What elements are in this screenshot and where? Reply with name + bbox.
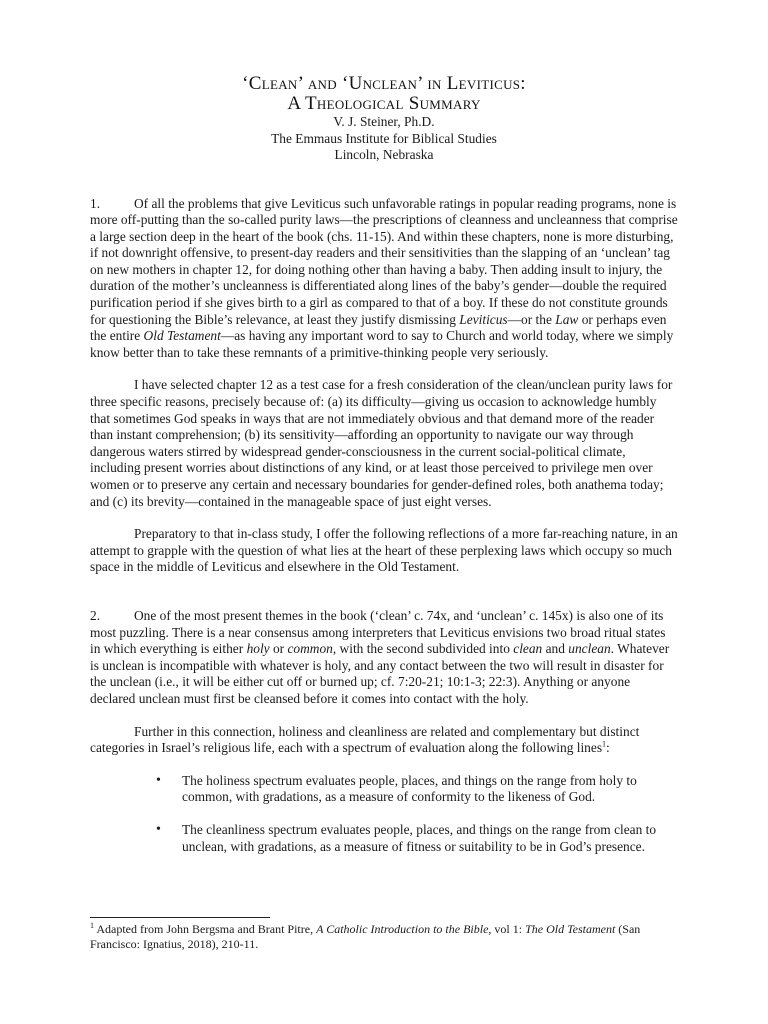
s1p1-em-leviticus: Leviticus [459, 311, 508, 327]
footnote-text-c: (San Francisco: Ignatius, 2018), 210-11. [90, 922, 641, 951]
section-2-paragraph-2 [90, 724, 678, 757]
title-line-1: ‘Clean’ and ‘Unclean’ in Leviticus: [242, 73, 526, 94]
title-line-2: A Theological Summary [287, 93, 481, 114]
author-name: V. J. Steiner, Ph.D. [333, 114, 435, 129]
section-1-paragraph-3: Preparatory to that in-class study, I offer the following reflections of a more far-reaching nature, in an attempt to grapple with the question of what lies at the heart of these perplexing laws which occupy so much space in the middle of Leviticus and elsewhere in the Old Testament. [90, 526, 678, 575]
footnote-mark: 1 [90, 921, 94, 930]
list-item-text: The holiness spectrum evaluates people, places, and things on the range from holy to common, with gradations, as a measure of conformity to the likeness of God. [182, 772, 637, 805]
bullet-icon: • [156, 772, 161, 788]
footnote-em-volume: The Old Testament [525, 922, 616, 936]
footnote-em-book: A Catholic Introduction to the Bible [316, 922, 489, 936]
s1p1-text-a: Of all the problems that give Leviticus such unfavorable ratings in popular reading programs, none is more off-putting than the so-called purity laws—the prescriptions of cleanness and uncleanness that comprise a large section deep in the heart of the book (chs. 11-15). And within these chapters, none is more disturbing, if not downright offensive, to present-day readers and their sensitivities than the slapping of an ‘unclean’ tag on new mothers in chapter 12, for doing nothing other than having a baby. Then adding insult to injury, the duration of the mother’s uncleanness is differentiated along lines of the baby’s gender—double the required purification period if she gives birth to a girl as compared to that of a boy. If these do not constitute grounds for questioning the Bible’s relevance, at least they justify dismissing [90, 195, 678, 327]
list-item [90, 822, 678, 855]
bullet-icon: • [156, 821, 161, 837]
s1p1-text-b: —or the [507, 311, 556, 327]
footnote [90, 922, 690, 951]
list-item-text: The cleanliness spectrum evaluates people, places, and things on the range from clean to unclean, with gradations, as a measure of fitness or suitability to be in God’s presence. [182, 821, 657, 854]
s2p1-em-clean: clean [513, 641, 543, 657]
list-item [90, 773, 678, 806]
s1p1-em-old-testament: Old Testament [143, 328, 221, 344]
section-1-number: 1. [90, 195, 101, 211]
footnote-text-b: , vol 1: [488, 922, 526, 936]
s1p1-text-c: or perhaps even the entire [90, 311, 667, 344]
s2p2-end: : [606, 740, 610, 756]
s2p1-em-holy: holy [246, 641, 270, 657]
s2p1-em-unclean: unclean [568, 641, 611, 657]
s2p1-text-b: or [269, 641, 288, 657]
document-page [90, 74, 678, 855]
section-2-number: 2. [90, 607, 101, 623]
s2p1-text-a: One of the most present themes in the book (‘clean’ c. 74x, and ‘unclean’ c. 145x) is also one of its most puzzling. There is a near consensus among interpreters that Leviticus envisions two broad ritual states in which everything is either [90, 607, 666, 657]
author-block [90, 114, 678, 164]
footnote-divider [90, 917, 270, 918]
s2p1-em-common: common [287, 641, 333, 657]
section-1-paragraph-1 [90, 196, 678, 362]
footnote-text-a: Adapted from John Bergsma and Brant Pitre, [94, 922, 317, 936]
s1p1-em-law: Law [555, 311, 579, 327]
s2p1-text-c: , with the second subdivided into [332, 641, 514, 657]
section-1-paragraph-2: I have selected chapter 12 as a test case for a fresh consideration of the clean/unclean purity laws for three specific reasons, precisely because of: (a) its difficulty—giving us occasion to acknowledge humbly that sometimes God speaks in ways that are not immediately obvious and that demand more of the reader than instant comprehension; (b) its sensitivity—affording an opportunity to navigate our way through dangerous waters stirred by widespread gender-consciousness in the current social-political climate, including present worries about distinctions of any kind, or at least those perceived to privilege men over women or to preserve any certain and necessary boundaries for gender-defined roles, both anathema today; and (c) its brevity—contained in the manageable space of just eight verses. [90, 377, 673, 509]
section-2-paragraph-1 [90, 608, 678, 708]
s2p1-text-d: and [542, 641, 569, 657]
location: Lincoln, Nebraska [334, 147, 434, 162]
s1p1-text-d: —as having any important word to say to Church and world today, where we simply know better than to take these remnants of a primitive-thinking people very seriously. [90, 328, 674, 360]
s2p1-text-e: . Whatever is unclean is incompatible with whatever is holy, and any contact between the two will result in disaster for the unclean (i.e., it will be either cut off or burned up; cf. 7:20-21; 10:1-3; 22:3). Anything or anyone declared unclean must first be cleansed before it comes into contact with the holy. [90, 641, 670, 706]
institute-name: The Emmaus Institute for Biblical Studies [271, 130, 497, 146]
footnote-reference[interactable]: 1 [602, 739, 607, 749]
s2p2-text: Further in this connection, holiness and cleanliness are related and complementary but distinct categories in Israel’s religious life, each with a spectrum of evaluation along the following lines [90, 723, 640, 756]
document-title [90, 74, 678, 114]
spectrum-list [90, 773, 678, 855]
